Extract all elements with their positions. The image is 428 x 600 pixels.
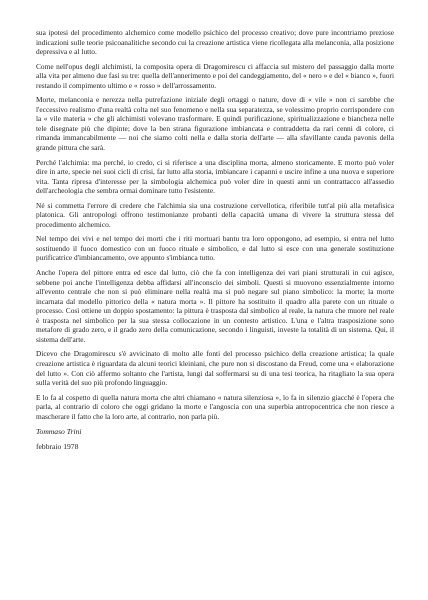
paragraph-7: Anche l'opera del pittore entra ed esce dal lutto, ciò che fa con intelligenza dei vari piani strutturali in cui agisce, sebbene poi anche l'intelligenza debba affidarsi all'inconscio dei simboli. Questi si muovono essenzialmente intorno all'evento centrale che non si può eliminare nella realtà ma si può negare sul piano simbolico: la morte; la morte incarnata dal modello pittorico della « natura morta ». Il pittore ha sostituito il quadro alla parete con un rituale o processo. Così ottiene un doppio spostamento: la pittura è trasposta dal simbolico al reale, la natura che muore nel reale è trasposta nel simbolico per la sua stessa collocazione in un contesto artistico. L'una e l'altra trasposizione sono metafore di grado zero, e il grado zero della comunicazione, secondo i linguisti, investe la totalità di un sistema. Qui, il sistema dell'arte. <box>36 268 394 344</box>
paragraph-3: Morte, melanconia e nerezza nella putrefazione iniziale degli ortaggi o nature, dove di « vile » non ci sarebbe che l'eccessivo realismo d'una realtà colta nel suo fenomeno e nella sua separatezza, se volessimo proprio corrispondere con la « vile materia » che gli alchimisti volevano trasformare. E quindi purificazione, spiritualizzazione e biancheza nelle tele disegnate più che dipinte; dove la ben strana figurazione imbiancata e contraddetta da rari cenni di colore, ci rimanda immancabilmente — noi che siamo colti nella e dalla storia dell'arte — alla sfavillante cauda pavonis della grande pittura che sarà. <box>36 95 394 153</box>
paragraph-1: sua ipotesi del procedimento alchemico come modello psichico del processo creativo; dove pure incontriamo preziose indicazioni sulle teorie psicoanalitiche secondo cui la creazione artistica viene ricollegata alla melanconia, alla posizione depressiva e al lutto. <box>36 28 394 57</box>
paragraph-9: E lo fa al cospetto di quella natura morta che altri chiamano « natura silenziosa », lo fa in silenzio giacché è l'opera che parla, al contrario di coloro che oggi gridano la morte e l'angoscia con una superbia antropocentrica che non riesce a mascherare il fatto che la loro arte, al contrario, non parla più. <box>36 392 394 421</box>
author-name: Tommaso Trini <box>36 427 82 437</box>
paragraph-8: Dicevo che Dragomirescu s'è avvicinato di molto alle fonti del processo psichico della creazione artistica; la quale creazione artistica è riguardata da alcuni teorici kleiniani, che pure non si discostano da Freud, come una « elaborazione del lutto ». Con ciò affermo soltanto che l'artista, lungi dal soffermarsi su di una tesi teorica, ha ritagliato la sua opera sulla verità del suo più profondo linguaggio. <box>36 349 394 388</box>
paragraph-2: Come nell'opus degli alchimisti, la composita opera di Dragomirescu ci affaccia sul mistero del passaggio dalla morte alla vita per almeno due fasi su tre: quella dell'annerimento e poi del candeggiamento, del « nero » e del « bianco », fuori restando il compimento ultimo e « rosso » dell'arrossamento. <box>36 61 395 90</box>
paragraph-6: Nel tempo dei vivi e nel tempo dei morti che i riti mortuari bantu tra loro oppongono, ad esempio, si entra nel lutto sostituendo il fuoco domestico con un fuoco rituale e simbolico, e dal lutto si esce con una generale sostituzione purificatrice d'imbiancamento, ove appunto s'imbianca tutto. <box>36 234 394 263</box>
paragraph-4: Perché l'alchimia: ma perché, io credo, ci si riferisce a una disciplina morta, almeno storicamente. E morto può voler dire in arte, specie nei suoi cicli di crisi, far lutto alla storia, imbiancare i capanni e uscire infine a una nuova e superiore vita. Tanta ripresa d'interesse per la simbologia alchemica può voler dire in questi anni un contrattacco all'assedio dell'archeologia che sembra ormai dominare tutto l'esistente. <box>36 157 394 196</box>
paragraph-5: Né si commetta l'errore di credere che l'alchimia sia una costruzione cervellotica, riferibile tutt'al più alla metafisica platonica. Gli antropologi offrono testimonianze probanti della capacità umana di vivere la struttura stessa del procedimento alchemico. <box>36 200 394 229</box>
publication-date: febbraio 1978 <box>36 442 79 452</box>
signature-block <box>36 427 394 452</box>
